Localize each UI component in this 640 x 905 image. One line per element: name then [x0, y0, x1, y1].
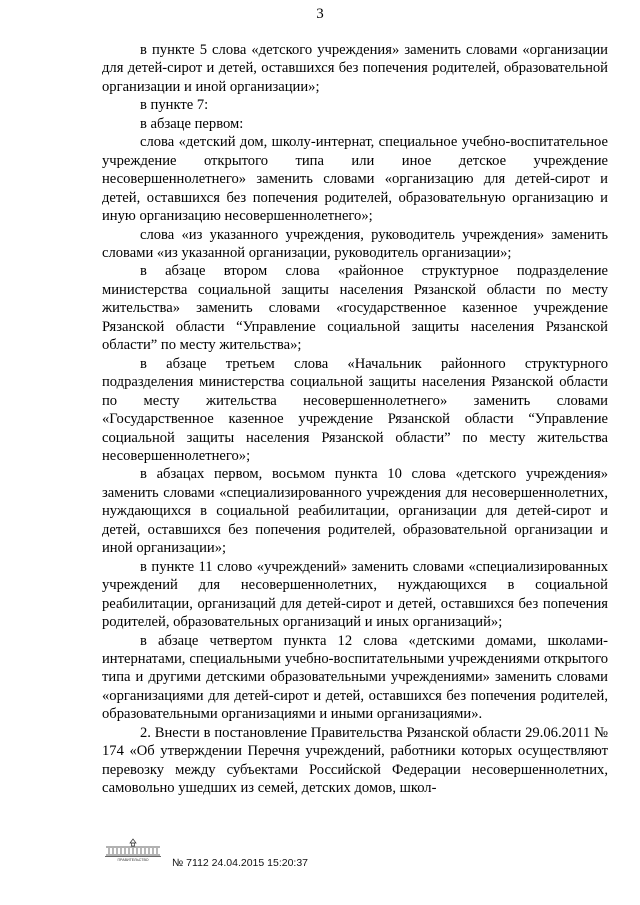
paragraph: 2. Внести в постановление Правительства Рязанской области 29.06.2011 № 174 «Об утверждении Перечня учреждений, работники которых осуществляют перевозку между субъектами Российской Федерации несовершеннолетних, самовольно ушедших из семей, детских домов, школ-	[102, 724, 608, 797]
paragraph: в абзаце третьем слова «Начальник районного структурного подразделения министерства социальной защиты населения Рязанской области по месту жительства несовершеннолетнего» заменить словами «Государственное казенное учреждение Рязанской области “Управление социальной защиты населения Рязанской области” по месту жительства несовершеннолетнего»;	[102, 355, 608, 464]
paragraph: в абзаце втором слова «районное структурное подразделение министерства социальной защиты населения Рязанской области по месту жительства» заменить словами «государственное казенное учреждение Рязанской области “Управление социальной защиты населения Рязанской области” по месту жительства»;	[102, 263, 608, 354]
paragraph: в пункте 5 слова «детского учреждения» заменить словами «организации для детей-сирот и детей, оставшихся без попечения родителей, образовательной организации и иной организации»;	[102, 42, 608, 95]
paragraph: в абзаце четвертом пункта 12 слова «детскими домами, школами-интернатами, специальными учебно-воспитательными учреждениями открытого типа и другими детскими образовательными учреждениями» заменить словами «организациями для детей-сирот и детей, оставшихся без попечения родителей, образовательными организациями и иными организациями».	[102, 632, 608, 723]
logo-caption: ПРАВИТЕЛЬСТВО	[117, 858, 149, 862]
page-number: 3	[316, 6, 324, 22]
paragraph: слова «из указанного учреждения, руководитель учреждения» заменить словами «из указанной организации, руководитель организации»;	[102, 226, 608, 261]
paragraph: в абзацах первом, восьмом пункта 10 слова «детского учреждения» заменить словами «специализированного учреждения для несовершеннолетних, нуждающихся в социальной реабилитации, организации для детей-сирот и детей, оставшихся без попечения родителей, образовательной организации и иной организации»;	[102, 466, 608, 557]
paragraph: слова «детский дом, школу-интернат, специальное учебно-воспитательное учреждение открытого типа или иное детское учреждение несовершеннолетнего» заменить словами «организацию для детей-сирот и детей, оставшихся без попечения родителей, образовательную организацию и иную организацию несовершеннолетнего»;	[102, 134, 608, 225]
paragraph: в пункте 7:	[140, 97, 209, 114]
paragraph: в абзаце первом:	[140, 115, 244, 132]
government-building-logo	[104, 838, 162, 862]
registration-stamp: № 7112 24.04.2015 15:20:37	[172, 857, 309, 869]
paragraph: в пункте 11 слово «учреждений» заменить словами «специализированных учреждений для несовершеннолетних, нуждающихся в социальной реабилитации, организаций для детей-сирот и детей, оставшихся без попечения родителей, образовательных организаций и иных организаций»;	[102, 558, 608, 631]
document-body	[102, 41, 608, 798]
